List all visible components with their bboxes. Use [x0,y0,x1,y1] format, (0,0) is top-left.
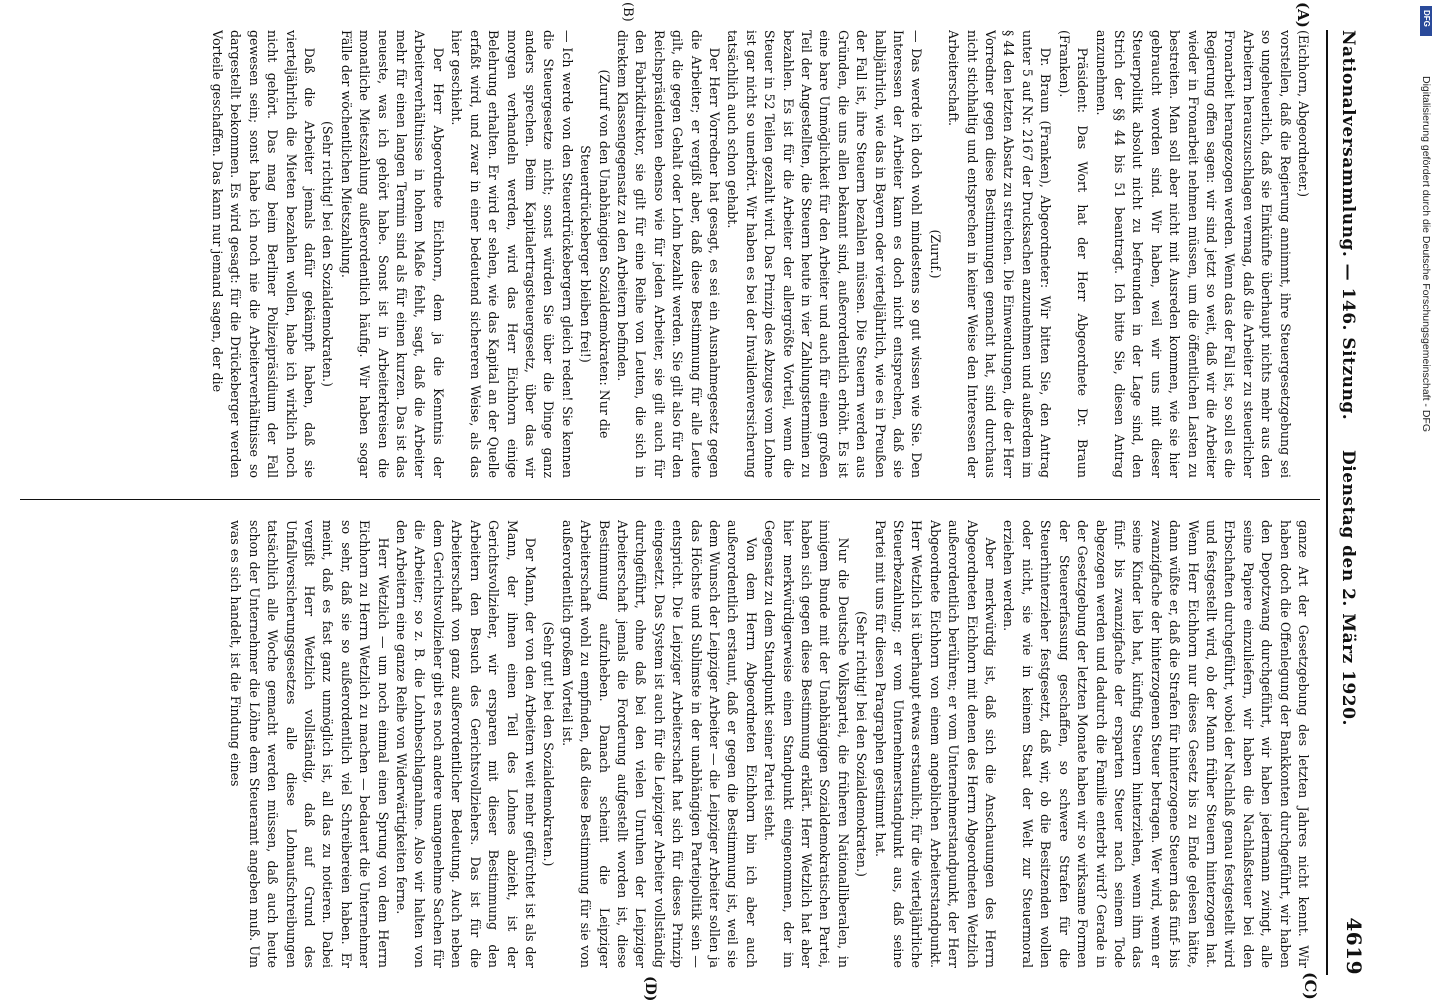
margin-marker-a: (A) [1294,2,1312,28]
left-column-paragraph: Der Herr Vorredner hat gesagt, es sei ein Ausnahmegesetz gegen die Arbeiter; er vergißt aber, daß diese Bestimmung für alle Leute gilt, die gegen Gehalt oder Lohn bezahlt werden. Sie gilt also für den Reichspräsidenten ebenso wie für jeden Arbeiter, sie gilt auch für den Fabrikdirektor, sie gilt für eine Reihe von Leuten, die sich in direktem Klassengegensatz zu den Arbeitern befinden. [614,30,722,478]
left-column [22,30,1312,478]
left-column-paragraph: Dr. Braun (Franken), Abgeordneter: Wir bitten Sie, den Antrag unter 5 auf Nr. 2167 der Drucksachen anzunehmen und außerdem im § 44 den letzten Absatz zu streichen. Die Einwendungen, die der Herr Vorredner gegen diese Bestimmungen gemacht hat, sind durchaus nicht stichhaltig und entsprechen in keiner Weise den Interessen der Arbeiterschaft. [946,30,1054,478]
dfg-logo [1420,6,1432,36]
dfg-logo-text: DFG [1422,10,1431,27]
right-column [22,520,1312,968]
right-column-paragraph: Nur die Deutsche Volkspartei, die früheren Nationalliberalen, in innigem Bunde mit der Unabhängigen Sozialdemokratischen Partei, haben sich gegen diese Bestimmung erklärt. Herr Wetzlich hat aber hier merkwürdigerweise einen Standpunkt eingenommen, der im Gegensatz zu dem Standpunkt seiner Partei steht. [762,520,851,968]
right-column-paragraph: Aber merkwürdig ist, daß sich die Anschauungen des Herrn Abgeordneten Eichhorn mit denen des Herrn Abgeordneten Wetzlich außerordentlich berühren; er vom Unternehmerstandpunkt, der Herr Abgeordnete Eichhorn von einem angeblichen Arbeiterstandpunkt. Herr Wetzlich ist überhaupt etwas erstaunlich; für die vierteljährliche Steuerbezahlung; er vom Unternehmerstandpunkt aus, daß seine Partei mit uns für diesen Paragraphen gestimmt hat. [872,520,999,968]
margin-marker-d: (D) [642,976,658,1001]
left-column-paragraph: — Das werde ich doch wohl mindestens so gut wissen wie Sie. Den Interessen der Arbeiter kann es doch nicht entsprechen, daß sie halbjährlich, wie das in Bayern oder vierteljährlich, wie es in Preußen der Fall ist, ihre Steuern bezahlen müssen. Die Steuern werden aus Gründen, die uns allen bekannt sind, außerordentlich erhöht. Es ist eine bare Unmöglichkeit für den Arbeiter und auch für einen großen Teil der Angestellten, die Steuern heute in vier Zahlungsterminen zu bezahlen. Es ist für die Arbeiter der allergrößte Vorteil, wenn die Steuer in 52 Teilen gezahlt wird. Das Prinzip des Abzuges vom Lohne ist gar nicht so unerhört. Wir haben es bei der Invalidenversicherung tatsächlich auch schon gehabt. [725,30,925,478]
right-column-paragraph: (Sehr gut! bei den Sozialdemokraten.) [541,621,557,867]
digitization-note [1420,8,1432,988]
left-column-paragraph: Daß die Arbeiter jemals dafür gekämpft haben, daß sie vierteljährlich die Mieten bezahlen wollen, habe ich wirklich noch nicht gehört. Das mag beim Berliner Polizeipräsidium der Fall gewesen sein; sonst habe ich noch nie die Arbeiterverhältnisse so dargestellt bekommen. Es wird gesagt: für die Drückeberger werden Vorteile geschaffen. Das kann nur jemand sagen, der die [210,30,318,478]
digitization-text: Digitalisierung gefördert durch die Deutsche Forschungsgemeinschaft - DFG [1420,76,1432,433]
left-column-paragraph: (Sehr richtig! bei den Sozialdemokraten.) [320,121,336,387]
header-rule [1326,30,1328,975]
right-column-paragraph: (Sehr richtig! bei den Sozialdemokraten.) [854,611,870,877]
right-column-paragraph: ganze Art der Gesetzgebung des letzten Jahres nicht kennt. Wir haben doch die Offenlegung der Bankkonten durchgeführt, wir haben den Depotzwang durchgeführt, wir haben jedermann zwingt, alle seine Papiere einzuliefern, wir haben die Nachlaßsteuer bei den Erbschaften durchgeführt, wobei der Nachlaß genau festgestellt wird und festgestellt wird, ob der Mann früher Steuern hinterzogen hat. Wenn Herr Eichhorn nur dieses Gesetz bis zu Ende gelesen hätte, dann wüßte er, daß die Strafen für hinterzogene Steuern das fünf- bis zwanzigfache der hinterzogenen Steuer betragen. Wer wird, wenn er seine Kinder lieb hat, künftig Steuern hinterziehen, wenn ihm das fünf- bis zwanzigfache der ersparten Steuer nach seinem Tode abgezogen werden und dadurch die Familie enterbt wird? Gerade in der Gesetzgebung der letzten Monate haben wir so wirksame Formen der Steuererfassung geschaffen, so schwere Strafen für die Steuerhinterzieher festgesetzt, daß wir, ob die Besitzenden wollen oder nicht, sie wie in keinem Staat der Welt zur Steuermoral erziehen werden. [1001,520,1311,968]
right-column-paragraph: Von dem Herrn Abgeordneten Eichhorn bin ich aber auch außerordentlich erstaunt, daß er gegen die Bestimmung ist, weil sie dem Wunsch der Leipziger Arbeiter — die Leipziger Arbeiter sollen ja das Höchste und Sublimste in der unabhängigen Parteipolitik sein — entspricht. Die Leipziger Arbeiterschaft hat sich für dieses Prinzip eingesetzt. Das System ist auch für die Leipziger Arbeiter vollständig durchgeführt, ohne daß bei den vielen Unruhen der Leipziger Arbeiterschaft jemals die Forderung aufgestellt worden ist, diese Bestimmung aufzuheben. Danach scheint die Leipziger Arbeiterschaft wohl zu empfinden, daß diese Bestimmung für sie von außerordentlich großem Vorteil ist. [559,520,759,968]
left-column-paragraph: (Zuruf von den Unabhängigen Sozialdemokraten: Nur die Steuerdrückeberger bleiben frei!) [578,69,612,439]
header-left: Nationalversammlung. — 146. Sitzung. [1338,30,1358,421]
left-column-paragraph: (Eichhorn, Abgeordneter.) [1296,30,1311,198]
right-column-paragraph: Herr Wetzlich — um noch einmal einen Sprung von dem Herrn Eichhorn zu Herrn Wetzlich zu machen — bedauert die Unternehmer so sehr, daß sie so außerordentlich viel Schreibereien haben. Er meint, daß es fast ganz unmöglich ist, all das zu notieren. Dabei vergißt Herr Wetzlich vollständig, daß auf Grund des Unfallversicherungsgesetzes alle diese Lohnaufschreibungen tatsächlich alle Woche gemacht werden müssen, daß auch heute schon der Unternehmer die Löhne dem Steueramt angeben muß. Um was es sich handelt, ist die Findung eines [228,520,391,968]
left-column-paragraph: — Ich werde von den Steuerdrückebergern gleich reden! Sie kennen die Steuergesetze nicht; sonst würden Sie über die Dinge ganz anders sprechen. Beim Kapitalertragsteuergesetz, über das wir morgen verhandeln werden, wird das Herr Eichhorn einige Belehrung erhalten. Er wird er sehen, wie das Kapital an der Quelle erfaßt wird, und zwar in einer bedeutend sichereren Weise, als das hier geschieht. [449,30,575,478]
margin-marker-b: (B) [620,2,635,22]
right-column-paragraph: Der Mann, der von den Arbeitern weit mehr gefürchtet ist als der Mann, der ihnen einen Teil des Lohnes abzieht, ist der Gerichtsvollzieher, wir ersparen mit dieser Bestimmung den Arbeitern den Besuch des Gerichtsvollziehers. Das ist für die Arbeiterschaft von ganz außerordentlicher Bedeutung. Auch neben dem Gerichtsvollzieher gibt es noch andere unangenehme Sachen für die Arbeiter; so z. B. die Lohnbeschlagnahme. Also wir halten von den Arbeitern eine ganze Reihe von Widerwärtigkeiten ferne. [394,520,538,968]
left-column-paragraph: Präsident: Das Wort hat der Herr Abgeordnete Dr. Braun (Franken). [1056,30,1091,478]
margin-marker-c: (C) [1301,972,1320,1000]
running-head [1328,30,1368,975]
page-number: 4619 [1342,917,1366,975]
left-column-paragraph: Der Herr Abgeordnete Eichhorn, dem ja die Kenntnis der Arbeiterverhältnisse in hohem Maße fehlt, sagt, daß die Arbeiter mehr für einen langen Termin sind als für einen kurzen. Das ist das neueste, was ich gehört habe. Sonst ist in Arbeiterkreisen die monatliche Mietszahlung außerordentlich häufig. Wir haben sogar Fälle der wöchentlichen Mietszahlung. [338,30,446,478]
left-column-paragraph: (Zuruf.) [927,229,943,279]
column-divider [20,499,1320,500]
header-date: Dienstag den 2. März 1920. [1338,450,1358,726]
left-column-paragraph: vorstellen, daß die Regierung annimmt, ihre Steuergesetzgebung sei so ungeheuerlich, daß sie Einkünfte überhaupt nichts mehr aus den Arbeitern herauszuschlagen vermag, daß die Arbeiter zu steuerlicher Fronarbeit herangezogen werden. Wenn das der Fall ist, so soll es die Regierung offen sagen: wir sind jetzt so weit, daß wir die Arbeiter wieder in Fronarbeit nehmen müssen, um die öffentlichen Lasten zu bestreiten. Man soll aber nicht mit Ausreden kommen, wie sie hier gebraucht worden sind. Wir haben, weil wir uns mit dieser Steuerpolitik absolut nicht zu befreunden in der Lage sind, den Strich der §§ 44 bis 51 beantragt. Ich bitte Sie, diesen Antrag anzunehmen. [1093,30,1293,478]
